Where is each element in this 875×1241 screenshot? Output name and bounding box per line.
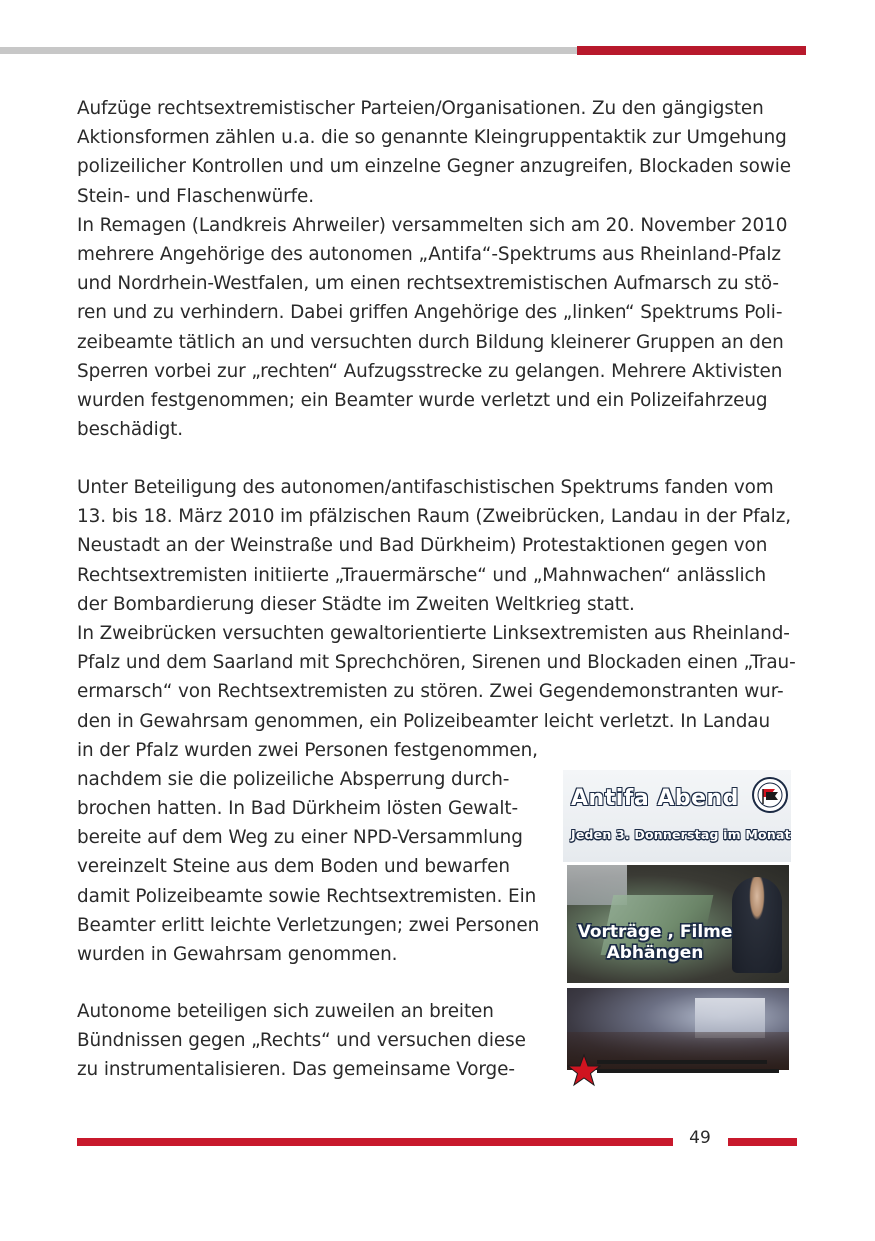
text-line: brochen hatten. In Bad Dürkheim lösten Gewalt-	[77, 798, 519, 820]
text-line: zeibeamte tätlich an und versuchten durch Bildung kleinerer Gruppen an den	[77, 331, 784, 353]
text-line: In Zweibrücken versuchten gewaltorientierte Linksextremisten aus Rheinland-	[77, 622, 790, 644]
text-line: bereite auf dem Weg zu einer NPD-Versammlung	[77, 827, 523, 849]
poster-footer-line	[597, 1060, 767, 1064]
text-line: mehrere Angehörige des autonomen „Antifa“-Spektrums aus Rheinland-Pfalz	[77, 243, 781, 265]
text-line: Pfalz und dem Saarland mit Sprechchören, Sirenen und Blockaden einen „Trau-	[77, 652, 796, 674]
footer-rule-right	[728, 1138, 797, 1146]
red-star-icon	[567, 1054, 601, 1088]
text-line: in der Pfalz wurden zwei Personen festgenommen,	[77, 739, 538, 761]
poster-footer-line	[597, 1069, 779, 1073]
text-line: Neustadt an der Weinstraße und Bad Dürkheim) Protestaktionen gegen von	[77, 535, 768, 557]
text-line: Aufzüge rechtsextremistischer Parteien/Organisationen. Zu den gängigsten	[77, 98, 764, 119]
text-line: der Bombardierung dieser Städte im Zweiten Weltkrieg statt.	[77, 593, 635, 615]
text-line: und Nordrhein-Westfalen, um einen rechtsextremistischen Aufmarsch zu stö-	[77, 273, 779, 295]
text-line: Beamter erlitt leichte Verletzungen; zwei Personen	[77, 914, 540, 936]
paragraph-1	[77, 94, 791, 444]
text-line: Autonome beteiligen sich zuweilen an breiten	[77, 1001, 494, 1022]
header-rule-gray	[0, 47, 577, 54]
text-line: nachdem sie die polizeiliche Absperrung durch-	[77, 768, 510, 790]
poster-activities	[575, 922, 735, 964]
text-line: wurden festgenommen; ein Beamter wurde verletzt und ein Polizeifahrzeug	[77, 389, 768, 411]
text-line: Sperren vorbei zur „rechten“ Aufzugsstrecke zu gelangen. Mehrere Aktivisten	[77, 360, 783, 382]
footer-rule-left	[77, 1138, 673, 1146]
page-number: 49	[689, 1128, 711, 1148]
poster-activities-line-2: Abhängen	[606, 943, 704, 963]
paragraph-3	[77, 997, 526, 1085]
text-line: beschädigt.	[77, 419, 184, 441]
text-line: zu instrumentalisieren. Das gemeinsame Vorge-	[77, 1059, 515, 1081]
antifa-logo-icon	[752, 777, 788, 813]
text-line: 13. bis 18. März 2010 im pfälzischen Raum (Zweibrücken, Landau in der Pfalz,	[77, 506, 791, 528]
text-line: ermarsch“ von Rechtsextremisten zu stören. Zwei Gegendemonstranten wur-	[77, 681, 784, 703]
text-line: Aktionsformen zählen u.a. die so genannte Kleingruppentaktik zur Umgehung	[77, 127, 787, 149]
text-line: Rechtsextremisten initiierte „Trauermärsche“ und „Mahnwachen“ anlässlich	[77, 564, 767, 586]
text-line: den in Gewahrsam genommen, ein Polizeibeamter leicht verletzt. In Landau	[77, 710, 771, 732]
header-rule-red	[577, 46, 806, 55]
poster-title: Antifa Abend	[571, 786, 739, 811]
text-line: vereinzelt Steine aus dem Boden und bewarfen	[77, 856, 510, 878]
text-line: Unter Beteiligung des autonomen/antifaschistischen Spektrums fanden vom	[77, 477, 774, 498]
antifa-poster-image	[563, 770, 791, 1090]
poster-footer	[563, 1042, 791, 1090]
text-line: wurden in Gewahrsam genommen.	[77, 944, 398, 965]
text-line: polizeilicher Kontrollen und um einzelne Gegner anzugreifen, Blockaden sowie	[77, 156, 791, 178]
text-line: Stein- und Flaschenwürfe.	[77, 185, 314, 207]
text-line: damit Polizeibeamte sowie Rechtsextremisten. Ein	[77, 885, 537, 907]
text-line: In Remagen (Landkreis Ahrweiler) versammelten sich am 20. November 2010	[77, 214, 788, 236]
poster-activities-line-1: Vorträge , Filme	[577, 922, 733, 942]
poster-subtitle: Jeden 3. Donnerstag im Monat	[571, 827, 791, 842]
text-line: ren und zu verhindern. Dabei griffen Angehörige des „linken“ Spektrums Poli-	[77, 302, 783, 324]
text-line: Bündnissen gegen „Rechts“ und versuchen diese	[77, 1030, 526, 1052]
